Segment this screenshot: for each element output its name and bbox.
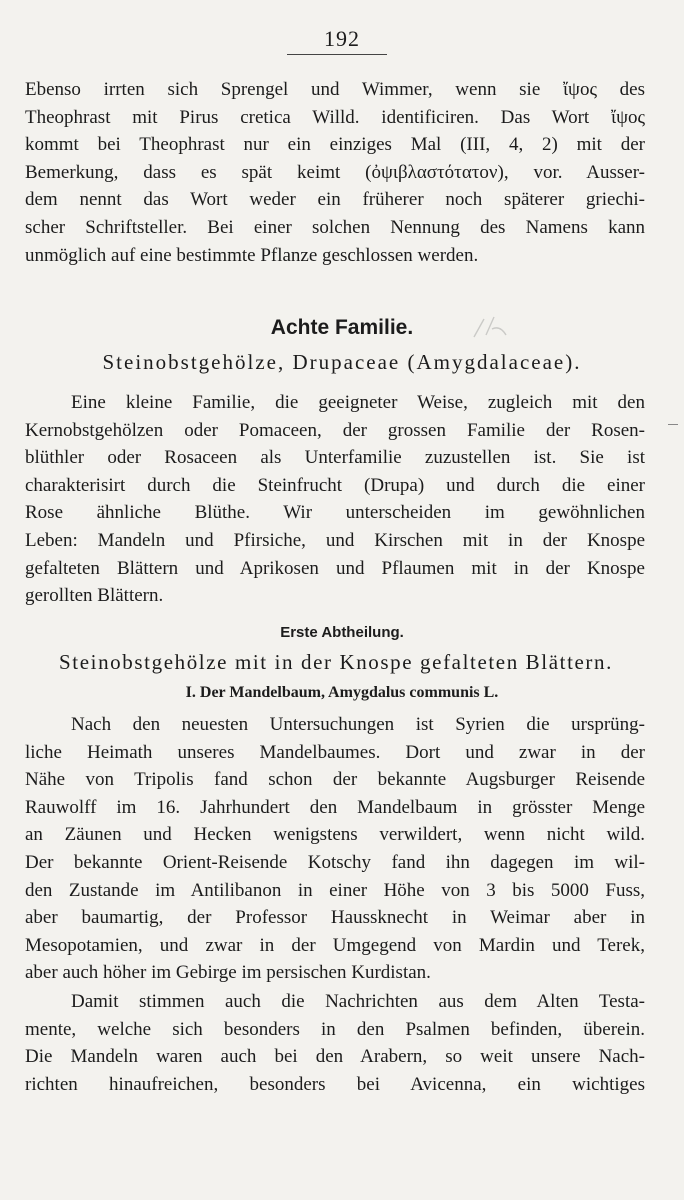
intro-paragraph — [25, 76, 645, 269]
text-line: dem nennt das Wort weder ein früherer noch späterer griechi- — [25, 189, 645, 211]
text-line: blüthler oder Rosaceen als Unterfamilie zuzustellen ist. Sie ist — [25, 447, 645, 469]
text-line: Ebenso irrten sich Sprengel und Wimmer, wenn sie ἴψος des — [25, 79, 645, 100]
text-line: Nach den neuesten Untersuchungen ist Syrien die ursprüng- — [71, 714, 645, 735]
text-line: gefalteten Blättern und Aprikosen und Pflaumen mit in der Knospe — [25, 557, 645, 579]
text-line: scher Schriftsteller. Bei einer solchen Nennung des Namens kann — [25, 216, 645, 238]
text-line: gerollten Blättern. — [25, 585, 164, 607]
species-paragraph-2 — [25, 988, 645, 1098]
text-line: Eine kleine Familie, die geeigneter Weise, zugleich mit den — [71, 392, 645, 413]
family-heading: Achte Familie. — [270, 316, 414, 339]
page-number: 192 — [324, 26, 360, 51]
text-line: Theophrast mit Pirus cretica Willd. identificiren. Das Wort ἴψος — [25, 106, 645, 128]
text-line: mente, welche sich besonders in den Psalmen befinden, überein. — [25, 1018, 645, 1040]
species-paragraph-1 — [25, 711, 645, 987]
text-line: den Zustande im Antilibanon in einer Höhe von 3 bis 5000 Fuss, — [25, 879, 645, 901]
text-line: Mesopotamien, und zwar in der Umgegend von Mardin und Terek, — [25, 934, 645, 956]
text-line: charakterisirt durch die Steinfrucht (Drupa) und durch die einer — [25, 474, 645, 496]
section-heading: Erste Abtheilung. — [280, 624, 404, 641]
text-line: aber auch höher im Gebirge im persischen Kurdistan. — [25, 962, 431, 984]
text-line: Damit stimmen auch die Nachrichten aus dem Alten Testa- — [71, 991, 645, 1012]
text-line: Rose ähnliche Blüthe. Wir unterscheiden im gewöhnlichen — [25, 502, 645, 524]
text-line: Leben: Mandeln und Pfirsiche, und Kirschen mit in der Knospe — [25, 529, 645, 551]
text-line: liche Heimath unseres Mandelbaumes. Dort und zwar in der — [25, 741, 645, 763]
text-line: an Zäunen und Hecken wenigstens verwildert, wenn nicht wild. — [25, 824, 645, 846]
text-line: Der bekannte Orient-Reisende Kotschy fand ihn dagegen im wil- — [25, 851, 645, 873]
family-paragraph — [25, 389, 645, 610]
text-line: aber baumartig, der Professor Haussknecht in Weimar aber in — [25, 907, 645, 929]
text-line: richten hinaufreichen, besonders bei Avicenna, ein wichtiges — [25, 1073, 645, 1095]
pencil-mark — [470, 313, 510, 341]
text-line: kommt bei Theophrast nur ein einziges Mal (III, 4, 2) mit der — [25, 134, 645, 156]
page-number-rule — [287, 54, 387, 55]
text-line: Rauwolff im 16. Jahrhundert den Mandelbaum in grösster Menge — [25, 796, 645, 818]
section-subtitle: Steinobstgehölze mit in der Knospe gefalteten Blättern. — [59, 650, 613, 674]
family-latin-name: Steinobstgehölze, Drupaceae (Amygdalaceae). — [102, 350, 582, 374]
text-line: unmöglich auf eine bestimmte Pflanze geschlossen werden. — [25, 244, 479, 266]
margin-mark — [668, 424, 678, 425]
text-line: Nähe von Tripolis fand schon der bekannte Augsburger Reisende — [25, 769, 645, 791]
text-line: Die Mandeln waren auch bei den Arabern, so weit unsere Nach- — [25, 1046, 645, 1068]
species-heading: I. Der Mandelbaum, Amygdalus communis L. — [185, 684, 499, 701]
text-line: Bemerkung, dass es spät keimt (ὀψιβλαστότατον), vor. Ausser- — [25, 161, 645, 183]
text-line: Kernobstgehölzen oder Pomaceen, der grossen Familie der Rosen- — [25, 419, 645, 441]
